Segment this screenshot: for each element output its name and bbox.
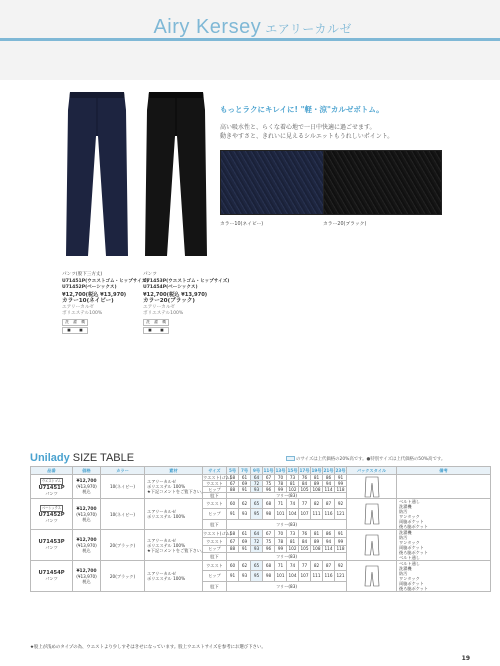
back-style-icon xyxy=(361,503,383,525)
remark: ワンタック xyxy=(399,514,420,519)
product-item: パンツ xyxy=(45,490,58,496)
footnote: ★股上が浅めのタイプの為、ウエストより少しすそはきせになっています。股上ウエストサイズを参考にお選び下さい。 xyxy=(30,645,266,650)
product-code-cell xyxy=(31,475,73,499)
remarks-cell xyxy=(397,499,491,530)
product-code-cell xyxy=(31,530,73,561)
remark: 防汚 xyxy=(399,571,408,576)
measure-value: 73 xyxy=(287,475,299,481)
price-cell xyxy=(73,530,101,561)
material: エアリーカルゼ xyxy=(147,479,177,484)
measure-value: 96 xyxy=(263,545,275,553)
measure-value: 61 xyxy=(239,530,251,538)
care-icon: ■ xyxy=(160,327,164,332)
measure-value: 101 xyxy=(275,571,287,581)
measure-value: 91 xyxy=(227,571,239,581)
measure-value: フリー(83) xyxy=(227,553,347,561)
measure-value: 67 xyxy=(227,537,239,545)
table-row xyxy=(31,561,491,571)
price: ¥12,700 xyxy=(76,479,97,484)
measure-label: ウエスト(ゴム) xyxy=(203,530,232,536)
size-note-swatch xyxy=(286,456,295,461)
care-icons xyxy=(62,327,88,334)
material: エアリーカルゼ xyxy=(147,571,177,576)
product-item: パンツ xyxy=(45,545,58,550)
measure-label: ヒップ xyxy=(203,487,227,493)
size-note xyxy=(286,456,445,462)
product-code: U71452P xyxy=(38,512,65,518)
remark: 後ろ脇ポケット xyxy=(399,524,429,529)
size-table-header: 価格 xyxy=(73,467,101,475)
product-code: U71453P xyxy=(38,539,65,545)
measure-value: 84 xyxy=(299,481,311,487)
care-tags xyxy=(62,319,88,326)
care-icon: ■ xyxy=(67,327,71,332)
measure-value: 111 xyxy=(311,571,323,581)
back-style-cell xyxy=(347,475,397,499)
price-tax: (¥13,970) xyxy=(76,511,97,517)
remark: ワンタック xyxy=(399,576,420,581)
measure-label: 股下 xyxy=(203,519,227,529)
measure-value: 69 xyxy=(239,481,251,487)
measure-value: 74 xyxy=(287,499,299,509)
measure-value: 61 xyxy=(239,475,251,481)
size-table-header: 21号 xyxy=(323,468,334,473)
composition-pct: 100% xyxy=(173,576,186,581)
measure-value: 99 xyxy=(335,537,347,545)
care-tag: 機 xyxy=(162,319,166,324)
remark: ワンタック xyxy=(399,540,420,545)
product-color: カラー10(ネイビー) xyxy=(62,298,114,304)
material-cell xyxy=(145,561,203,592)
measure-label: 股下 xyxy=(203,493,227,499)
measure-value: 81 xyxy=(311,530,323,538)
care-tag: 濯 xyxy=(154,319,158,324)
product-code: U71451P xyxy=(38,484,65,491)
remarks-cell xyxy=(397,561,491,592)
measure-value: 86 xyxy=(323,530,335,538)
composition-pct: 100% xyxy=(173,514,186,519)
measure-value: 91 xyxy=(335,530,347,538)
remark: 両脇ポケット xyxy=(399,545,424,550)
product-item: パンツ xyxy=(45,518,58,523)
product-composition: ポリエステル100% xyxy=(143,311,184,316)
measure-value: 87 xyxy=(323,499,335,509)
lead-line: 動きやすさと、きれいに見えるシルエットもうれしいポイント。 xyxy=(220,133,394,140)
size-table-header: 23号 xyxy=(335,468,346,473)
measure-value: 69 xyxy=(239,537,251,545)
measure-value: 78 xyxy=(275,481,287,487)
measure-value: 118 xyxy=(336,487,345,492)
product-material: エアリーカルゼ xyxy=(62,304,94,310)
measure-value: 62 xyxy=(239,499,251,509)
black-pants-image xyxy=(141,90,211,258)
measure-value: 102 xyxy=(288,487,297,492)
price-tax-label: 税込 xyxy=(82,578,91,584)
measure-value: 76 xyxy=(299,530,311,538)
measure-value: 107 xyxy=(299,509,311,519)
size-table-header-row xyxy=(31,467,491,475)
measure-value: 92 xyxy=(335,499,347,509)
measure-label: ヒップ xyxy=(203,571,227,581)
measure-value: 95 xyxy=(251,509,263,519)
measure-value: 75 xyxy=(263,481,275,487)
product-item: パンツ xyxy=(45,576,58,581)
remark: 洗濯機 xyxy=(399,530,412,535)
measure-value: 96 xyxy=(263,487,275,493)
back-style-icon xyxy=(361,534,383,556)
measure-value: 73 xyxy=(287,530,299,538)
product-color: カラー20(ブラック) xyxy=(143,298,195,304)
remarks-cell xyxy=(397,475,491,499)
size-table-header: 19号 xyxy=(311,468,322,473)
swatch-label-navy: カラー10(ネイビー) xyxy=(220,222,264,227)
care-icon: ■ xyxy=(148,327,152,332)
composition: ポリエステル xyxy=(147,576,172,581)
measure-value: 81 xyxy=(311,475,323,481)
composition: ポリエステル xyxy=(147,514,172,519)
measure-value: 70 xyxy=(275,475,287,481)
measure-value: 84 xyxy=(299,537,311,545)
measure-value: 92 xyxy=(335,561,347,571)
measure-value: 116 xyxy=(323,571,335,581)
measure-value: 111 xyxy=(311,509,323,519)
size-type-tag: ベーシックス xyxy=(42,506,61,510)
measure-value: 62 xyxy=(239,561,251,571)
measure-value: 121 xyxy=(335,509,347,519)
composition-pct: 100% xyxy=(173,484,186,489)
measure-label: ウエスト xyxy=(203,481,227,487)
measure-value: フリー(83) xyxy=(227,581,347,591)
measure-value: 70 xyxy=(275,530,287,538)
measure-value: 104 xyxy=(287,509,299,519)
measure-value: 75 xyxy=(263,537,275,545)
measure-value: 88 xyxy=(227,545,239,553)
measure-value: 60 xyxy=(227,499,239,509)
back-style-cell xyxy=(347,499,397,530)
remark: 後ろ脇ポケット xyxy=(399,550,429,555)
size-table-brand: Unilady xyxy=(30,452,70,464)
remark: ベルト通し xyxy=(399,561,420,566)
measure-value: 71 xyxy=(275,561,287,571)
measure-label: ウエスト(ゴム) xyxy=(203,475,232,480)
price-tax: (¥13,970) xyxy=(76,542,97,548)
measure-value: 72 xyxy=(251,481,263,487)
measure-value: 88 xyxy=(227,487,239,493)
product-price: ¥12,700(税込 ¥13,970) xyxy=(62,291,127,298)
page-title xyxy=(153,16,352,39)
color-cell: 20(ブラック) xyxy=(101,530,145,561)
measure-value: 89 xyxy=(311,537,323,545)
measure-value: 76 xyxy=(299,475,311,481)
price: ¥12,700 xyxy=(76,506,97,512)
measure-value: 91 xyxy=(335,475,347,481)
color-cell: 10(ネイビー) xyxy=(101,475,145,499)
measure-value: 98 xyxy=(263,571,275,581)
measure-value: 58 xyxy=(227,475,239,481)
care-tag: 洗 xyxy=(146,319,150,324)
material: エアリーカルゼ xyxy=(147,509,177,514)
size-table xyxy=(30,466,491,592)
size-table-header: 備考 xyxy=(397,467,491,475)
size-table-header: バックスタイル xyxy=(347,467,397,475)
measure-label: ウエスト xyxy=(203,561,227,571)
composition: ポリエステル xyxy=(147,484,172,489)
color-cell: 20(ブラック) xyxy=(101,561,145,592)
fabric-swatch-navy xyxy=(220,150,339,215)
product-code: U71451P(ウエストゴム・ヒップサイズ) xyxy=(62,278,149,284)
care-tags xyxy=(143,319,169,326)
size-table-heading: SIZE TABLE xyxy=(72,452,135,464)
measure-value: 68 xyxy=(263,499,275,509)
size-table-header: 5号 xyxy=(227,467,239,475)
measure-value: 64 xyxy=(251,475,263,481)
page-title-jp: エアリーカルゼ xyxy=(265,22,352,36)
size-table-header: 11号 xyxy=(263,468,274,473)
size-table-title xyxy=(30,452,134,464)
product-info-black xyxy=(143,272,229,334)
remark: 防汚 xyxy=(399,509,408,514)
measure-value: 87 xyxy=(323,561,335,571)
measure-value: 60 xyxy=(227,561,239,571)
price-tax-label: 税込 xyxy=(82,547,91,553)
swatch-label-black: カラー20(ブラック) xyxy=(323,222,367,227)
lead-copy xyxy=(220,123,393,141)
measure-value: 114 xyxy=(324,487,333,492)
measure-value: 93 xyxy=(251,545,263,553)
measure-label: ウエスト xyxy=(203,499,227,509)
back-style-cell xyxy=(347,530,397,561)
back-style-cell xyxy=(347,561,397,592)
product-code: U71454P(ベーシックス) xyxy=(143,285,198,290)
measure-label: ヒップ xyxy=(203,545,227,553)
measure-label: ヒップ xyxy=(203,509,227,519)
care-tag: 濯 xyxy=(73,319,77,324)
size-table-header: 9号 xyxy=(251,467,263,475)
measure-value: 58 xyxy=(227,530,239,538)
composition-line xyxy=(147,576,202,581)
measure-value: 94 xyxy=(323,481,335,487)
back-style-icon xyxy=(361,565,383,587)
measure-value: 71 xyxy=(275,499,287,509)
measure-value: 77 xyxy=(299,499,311,509)
product-name: パンツ(股下三方丈) xyxy=(62,272,103,277)
measure-value: 72 xyxy=(251,537,263,545)
care-tag: 機 xyxy=(81,319,85,324)
measure-value: 67 xyxy=(263,530,275,538)
measure-value: 107 xyxy=(299,571,311,581)
catch-copy: もっとラクにキレイに! "軽・涼"カルゼボトム。 xyxy=(220,105,384,114)
measure-value: 94 xyxy=(323,537,335,545)
size-table-header: 13号 xyxy=(275,468,286,473)
measure-value: 81 xyxy=(287,481,299,487)
measure-value: 105 xyxy=(300,546,309,552)
measure-value: 118 xyxy=(336,546,345,552)
measure-value: 108 xyxy=(312,546,321,552)
material-cell xyxy=(145,530,206,561)
remark: 両脇ポケット xyxy=(399,581,424,586)
measure-value: 104 xyxy=(287,571,299,581)
remark: ベルト通し xyxy=(399,499,420,504)
remark: 両脇ポケット xyxy=(399,519,424,524)
measure-value: 99 xyxy=(275,545,287,553)
measure-value: 68 xyxy=(263,561,275,571)
measure-value: 81 xyxy=(287,537,299,545)
material-note: ★下記コメントをご覧下さい。 xyxy=(147,489,206,494)
composition-line xyxy=(147,514,202,519)
price-cell xyxy=(73,475,101,499)
measure-value: 65 xyxy=(251,499,263,509)
measure-value: 98 xyxy=(263,509,275,519)
measure-label: ウエスト xyxy=(203,537,227,545)
measure-value: 82 xyxy=(311,499,323,509)
measure-value: 77 xyxy=(299,561,311,571)
size-table-header: サイズ xyxy=(203,467,227,475)
table-row xyxy=(31,530,491,538)
measure-value: 114 xyxy=(324,546,333,552)
measure-value: 93 xyxy=(251,487,263,493)
remark: ベルト通し xyxy=(399,555,420,560)
measure-value: 93 xyxy=(239,571,251,581)
product-code-cell xyxy=(31,561,73,592)
product-code-cell xyxy=(31,499,73,530)
color-cell: 10(ネイビー) xyxy=(101,499,145,530)
composition: ポリエステル xyxy=(147,542,172,548)
product-info-navy xyxy=(62,272,148,334)
remark: 後ろ脇ポケット xyxy=(399,586,429,591)
material: エアリーカルゼ xyxy=(147,537,177,543)
size-table-header: カラー xyxy=(101,467,145,475)
measure-value: 67 xyxy=(263,475,275,481)
size-table-header: 素材 xyxy=(145,467,203,475)
measure-value: 74 xyxy=(287,561,299,571)
material-cell xyxy=(145,475,206,499)
size-type-tag: ウエストゴム xyxy=(42,478,61,483)
size-table-header: 15号 xyxy=(287,468,298,473)
size-table-header: 17号 xyxy=(299,468,310,473)
remark: 洗濯機 xyxy=(399,566,412,571)
product-material: エアリーカルゼ xyxy=(143,304,175,310)
measure-value: 64 xyxy=(251,530,263,538)
size-note-text: のサイズは上代価格の20%高です。●特別サイズは上代価格の50%高です。 xyxy=(296,457,446,462)
product-code: U71452P(ベーシックス) xyxy=(62,285,117,290)
price-tax: (¥13,970) xyxy=(76,484,97,489)
measure-value: 99 xyxy=(275,487,287,493)
price: ¥12,700 xyxy=(76,537,97,543)
lead-line: 高い吸水性と、らくな着心地で一日中快適に過ごせます。 xyxy=(220,124,376,131)
page-number: 19 xyxy=(461,655,470,662)
care-icon: ■ xyxy=(79,327,83,332)
remark: 洗濯機 xyxy=(399,504,412,509)
price-tax-label: 税込 xyxy=(82,489,91,494)
product-composition: ポリエステル100% xyxy=(62,311,103,316)
measure-label: 股下 xyxy=(203,553,227,561)
measure-value: 99 xyxy=(335,481,347,487)
navy-pants-image xyxy=(62,90,132,258)
measure-value: 91 xyxy=(227,509,239,519)
care-icons xyxy=(143,327,169,334)
size-table-header: 7号 xyxy=(239,467,251,475)
measure-value: 67 xyxy=(227,481,239,487)
measure-value: 86 xyxy=(323,475,335,481)
measure-value: 82 xyxy=(311,561,323,571)
remark: 防汚 xyxy=(399,535,408,540)
measure-value: 102 xyxy=(288,546,297,552)
measure-value: 108 xyxy=(312,487,321,492)
measure-value: 95 xyxy=(251,571,263,581)
measure-value: 101 xyxy=(275,509,287,519)
measure-value: 91 xyxy=(239,545,251,553)
size-table-header: 品番 xyxy=(31,467,73,475)
measure-value: 65 xyxy=(251,561,263,571)
measure-value: 89 xyxy=(311,481,323,487)
product-price: ¥12,700(税込 ¥13,970) xyxy=(143,291,208,298)
price-tax: (¥13,970) xyxy=(76,573,97,579)
back-style-icon xyxy=(361,476,383,498)
price: ¥12,700 xyxy=(76,568,97,574)
measure-value: 116 xyxy=(323,509,335,519)
fabric-swatch-black xyxy=(323,150,442,215)
product-code: U71454P xyxy=(38,570,65,576)
page-title-en: Airy Kersey xyxy=(153,16,262,38)
measure-label: 股下 xyxy=(203,581,227,591)
remarks-cell xyxy=(397,530,491,561)
product-name: パンツ xyxy=(143,272,157,277)
measure-value: フリー(83) xyxy=(227,519,347,529)
measure-value: フリー(83) xyxy=(227,493,347,499)
price-tax-label: 税込 xyxy=(82,516,91,522)
measure-value: 105 xyxy=(300,487,309,492)
product-code: U71453P(ウエストゴム・ヒップサイズ) xyxy=(143,278,230,284)
price-cell xyxy=(73,561,101,592)
material-note: ★下記コメントをご覧下さい。 xyxy=(147,547,206,553)
care-tag: 洗 xyxy=(65,319,69,324)
measure-value: 93 xyxy=(239,509,251,519)
measure-value: 121 xyxy=(335,571,347,581)
measure-value: 78 xyxy=(275,537,287,545)
table-row xyxy=(31,499,491,509)
composition-pct: 100% xyxy=(173,542,186,548)
material-cell xyxy=(145,499,203,530)
measure-value: 91 xyxy=(239,487,251,493)
price-cell xyxy=(73,499,101,530)
